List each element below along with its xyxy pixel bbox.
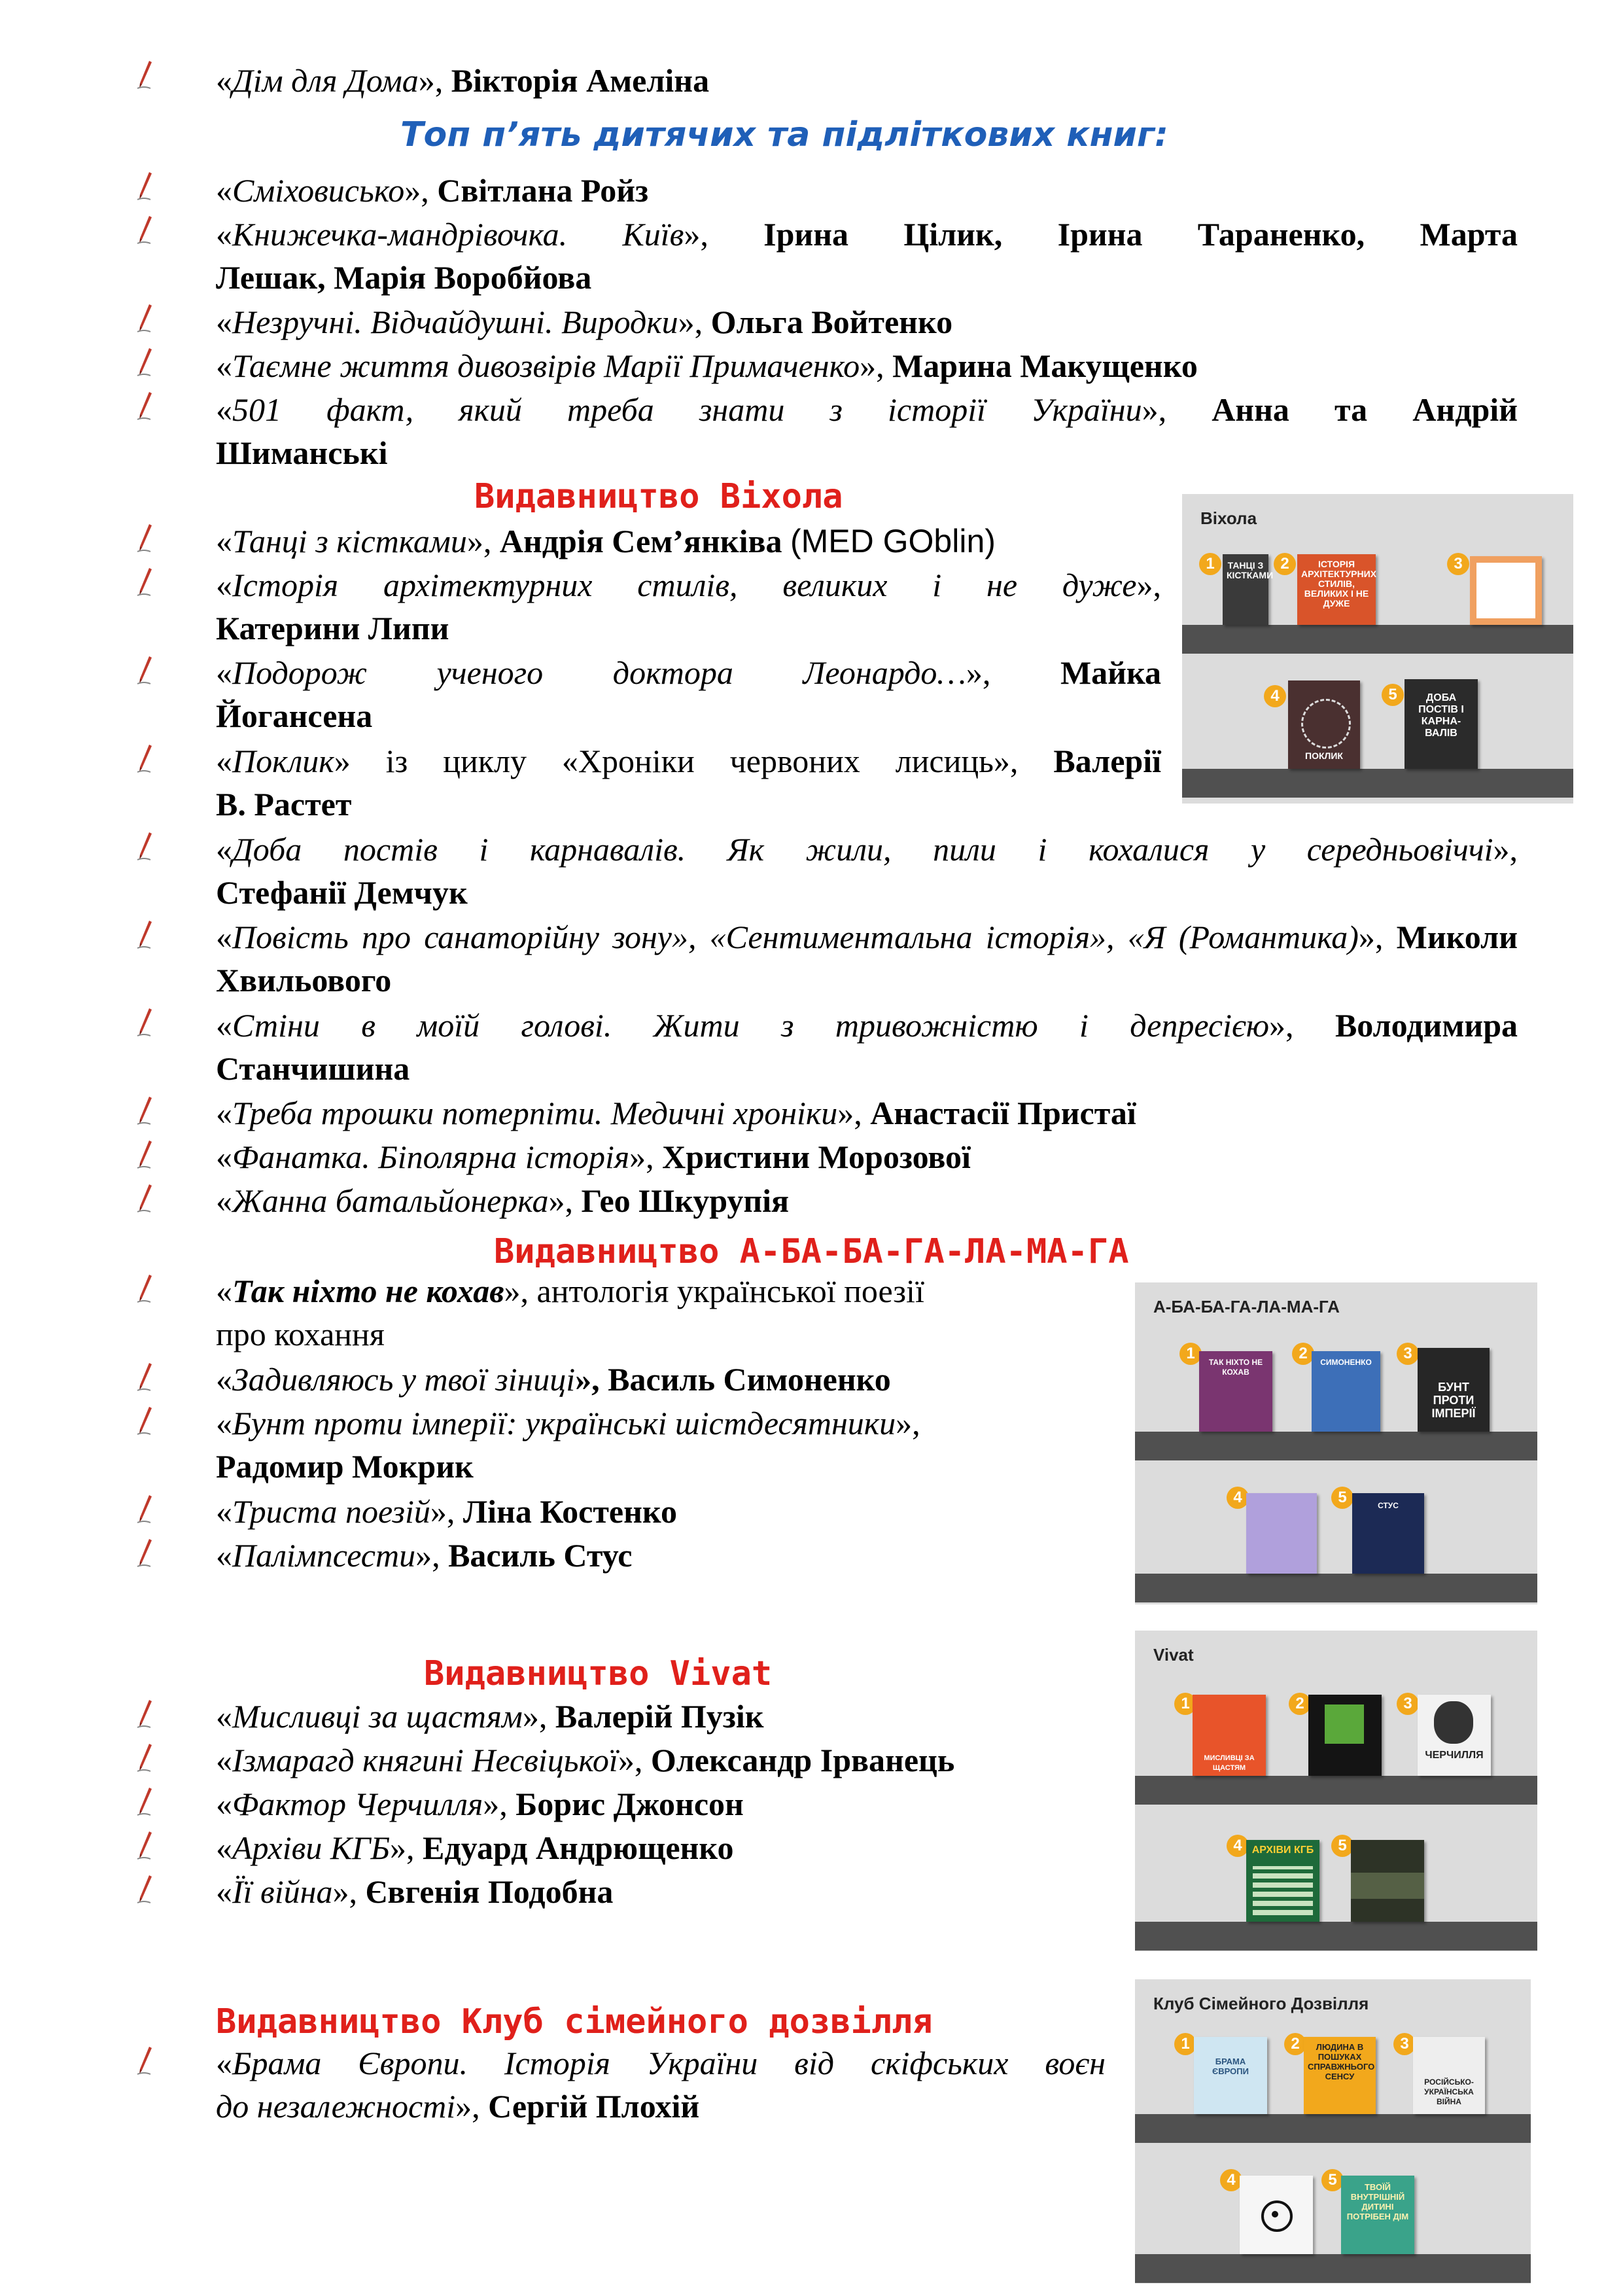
list-item: «Історія архітектурних стилів, великих і не дуже», — [216, 567, 1161, 603]
book-cover: АРХІВИ КГБ — [1246, 1840, 1319, 1922]
list-item: «Дім для Дома», Вікторія Амеліна — [216, 62, 710, 99]
ababa-books-image — [1135, 1282, 1537, 1604]
quill-bullet-icon — [136, 831, 156, 864]
quill-bullet-icon — [136, 567, 156, 599]
list-item: «Архіви КГБ», Едуард Андрющенко — [216, 1829, 734, 1866]
list-item: «Триста поезій», Ліна Костенко — [216, 1493, 678, 1530]
list-item: «Палімпсести», Василь Стус — [216, 1537, 633, 1574]
quill-bullet-icon — [136, 1538, 156, 1570]
list-item-cont: Радомир Мокрик — [216, 1448, 474, 1485]
badge: 2 — [1284, 2033, 1306, 2055]
quill-bullet-icon — [136, 1699, 156, 1731]
ababa-heading: Видавництво А-БА-БА-ГА-ЛА-МА-ГА — [494, 1232, 1129, 1271]
book-cover: РОСІЙСЬКО-УКРАЇНСЬКА ВІЙНА — [1413, 2037, 1485, 2114]
badge: 5 — [1331, 1835, 1353, 1857]
vivat-heading: Видавництво Vivat — [424, 1654, 773, 1693]
quill-bullet-icon — [136, 1830, 156, 1863]
ksd-heading: Видавництво Клуб сімейного дозвілля — [216, 2002, 933, 2041]
quill-bullet-icon — [136, 1362, 156, 1394]
list-item: «Повість про санаторійну зону», «Сентиментальна історія», «Я (Романтика)», Миколи Хвильового — [216, 919, 1518, 998]
quill-bullet-icon — [136, 1007, 156, 1040]
panel-title: Клуб Сімейного Дозвілля — [1153, 1994, 1369, 2013]
book-cover: ДОБА ПОСТІВ І КАРНА-ВАЛІВ — [1405, 679, 1478, 769]
book-cover: МИСЛИВЦІ ЗА ЩАСТЯМ — [1193, 1695, 1266, 1776]
quill-bullet-icon — [136, 2045, 156, 2078]
list-item-cont: Катерини Липи — [216, 610, 449, 646]
list-item: «Книжечка-мандрівочка. Київ», Ірина Цілик, Ірина Тараненко, Марта — [216, 216, 1518, 253]
book-cover — [1240, 2176, 1313, 2254]
panel-title: А-БА-БА-ГА-ЛА-МА-ГА — [1153, 1297, 1340, 1316]
quill-bullet-icon — [136, 1273, 156, 1306]
quill-bullet-icon — [136, 171, 156, 203]
quill-bullet-icon — [136, 1494, 156, 1527]
quill-bullet-icon — [136, 1786, 156, 1819]
book-cover: СТУС — [1352, 1493, 1424, 1574]
quill-bullet-icon — [136, 655, 156, 688]
book-author: Вікторія Амеліна — [451, 62, 710, 99]
badge: 5 — [1331, 1487, 1353, 1509]
book-cover: БРАМА ЄВРОПИ — [1194, 2037, 1267, 2114]
list-item-cont: Шиманські — [216, 434, 388, 471]
list-item: «Бунт проти імперії: українські шістдесятники», — [216, 1405, 920, 1441]
list-item: «Мисливці за щастям», Валерій Пузік — [216, 1698, 764, 1735]
badge: 5 — [1382, 684, 1404, 706]
quill-bullet-icon — [136, 1183, 156, 1216]
badge: 1 — [1179, 1343, 1202, 1365]
book-cover: ТАНЦІ З КІСТКАМИ — [1223, 554, 1268, 625]
quill-bullet-icon — [136, 1874, 156, 1907]
book-cover: ТВОЇЙ ВНУТРІШНІЙ ДИТИНІ ПОТРІБЕН ДІМ — [1341, 2176, 1414, 2254]
list-item-cont: Станчишина — [216, 1050, 410, 1087]
list-item: «Треба трошки потерпіти. Медичні хроніки», Анастасії Пристаї — [216, 1095, 1136, 1131]
book-cover: ЛЮДИНА В ПОШУКАХ СПРАВЖНЬОГО СЕНСУ — [1304, 2037, 1376, 2114]
list-item-cont: Стефанії Демчук — [216, 874, 468, 911]
quill-bullet-icon — [136, 60, 156, 92]
quill-bullet-icon — [136, 347, 156, 380]
quill-bullet-icon — [136, 1139, 156, 1172]
badge: 4 — [1264, 685, 1286, 707]
ksd-books-image — [1135, 1979, 1531, 2284]
list-item-cont: Йогансена — [216, 698, 373, 734]
badge: 2 — [1289, 1693, 1311, 1715]
badge: 4 — [1227, 1487, 1249, 1509]
book-cover — [1470, 556, 1542, 625]
list-item: «501 факт, який треба знати з історії України», Анна та Андрій — [216, 391, 1518, 428]
quill-bullet-icon — [136, 391, 156, 423]
book-cover — [1351, 1840, 1424, 1922]
book-cover: ТАК НІХТО НЕ КОХАВ — [1199, 1351, 1272, 1432]
quill-bullet-icon — [136, 743, 156, 776]
list-item: «Жанна батальйонерка», Гео Шкурупія — [216, 1182, 790, 1219]
badge: 3 — [1397, 1693, 1419, 1715]
book-cover: ІСТОРІЯ АРХІТЕКТУРНИХ СТИЛІВ, ВЕЛИКИХ І НЕ ДУЖЕ — [1297, 554, 1376, 625]
badge: 1 — [1174, 1693, 1196, 1715]
list-item: «Її війна», Євгенія Подобна — [216, 1873, 614, 1910]
list-item: «Так ніхто не кохав», антологія української поезії — [216, 1273, 924, 1309]
vikhola-books-image — [1182, 494, 1573, 804]
quill-bullet-icon — [136, 523, 156, 556]
book-title: Дім для Дома — [232, 62, 419, 99]
kids-heading: Топ п’ять дитячих та підліткових книг: — [400, 115, 1168, 154]
book-cover — [1246, 1493, 1317, 1574]
book-cover: БУНТ ПРОТИ ІМПЕРІЇ — [1418, 1348, 1490, 1432]
badge: 1 — [1199, 553, 1221, 575]
badge: 3 — [1447, 553, 1469, 575]
book-cover: ЧЕРЧИЛЛЯ — [1418, 1695, 1491, 1776]
book-cover: ПОКЛИК — [1288, 680, 1360, 769]
vikhola-heading: Видавництво Віхола — [474, 477, 843, 516]
list-item: «Ізмарагд княгині Несвіцької», Олександр Ірванець — [216, 1742, 955, 1778]
list-item: «Стіни в моїй голові. Жити з тривожністю і депресією», Володимира — [216, 1007, 1518, 1044]
book-cover — [1308, 1695, 1382, 1776]
list-item: «Доба постів і карнавалів. Як жили, пили і кохалися у середньовіччі», — [216, 831, 1518, 868]
badge: 2 — [1292, 1343, 1314, 1365]
badge: 4 — [1220, 2169, 1242, 2191]
list-item: «Танці з кістками», Андрія Сем’янківа (MED GOblin) — [216, 523, 996, 559]
panel-title: Vivat — [1153, 1645, 1194, 1665]
badge: 3 — [1393, 2033, 1416, 2055]
quill-bullet-icon — [136, 1405, 156, 1438]
badge: 5 — [1321, 2169, 1344, 2191]
list-item: «Фактор Черчилля», Борис Джонсон — [216, 1786, 744, 1822]
list-item-cont: до незалежності», Сергій Плохій — [216, 2088, 700, 2125]
quill-bullet-icon — [136, 215, 156, 247]
list-item: «Таємне життя дивозвірів Марії Примаченко», Марина Макущенко — [216, 347, 1198, 384]
badge: 2 — [1274, 553, 1296, 575]
badge: 1 — [1174, 2033, 1196, 2055]
list-item: «Подорож ученого доктора Леонардо…», Майка — [216, 654, 1162, 691]
list-item: «Брама Європи. Історія України від скіфських воєн — [216, 2045, 1106, 2081]
list-item: «Фанатка. Біполярна історія», Христини Морозової — [216, 1139, 971, 1175]
badge: 3 — [1397, 1343, 1419, 1365]
quill-bullet-icon — [136, 1742, 156, 1775]
quill-bullet-icon — [136, 1095, 156, 1128]
quill-bullet-icon — [136, 303, 156, 336]
badge: 4 — [1227, 1835, 1249, 1857]
panel-title: Віхола — [1200, 508, 1257, 528]
vivat-books-image — [1135, 1631, 1537, 1951]
list-item: «Поклик» із циклу «Хроніки червоних лисиць», Валерії — [216, 743, 1161, 779]
list-item-cont: про кохання — [216, 1316, 385, 1352]
list-item-cont: В. Растет — [216, 786, 352, 822]
list-item: «Сміховисько», Світлана Ройз — [216, 172, 649, 209]
list-item: «Незручні. Відчайдушні. Виродки», Ольга Войтенко — [216, 304, 953, 340]
list-item: «Задивляюсь у твої зіниці», Василь Симоненко — [216, 1361, 891, 1398]
book-cover: СИМОНЕНКО — [1312, 1351, 1380, 1432]
list-item-cont: Лешак, Марія Воробйова — [216, 259, 592, 296]
quill-bullet-icon — [136, 919, 156, 952]
